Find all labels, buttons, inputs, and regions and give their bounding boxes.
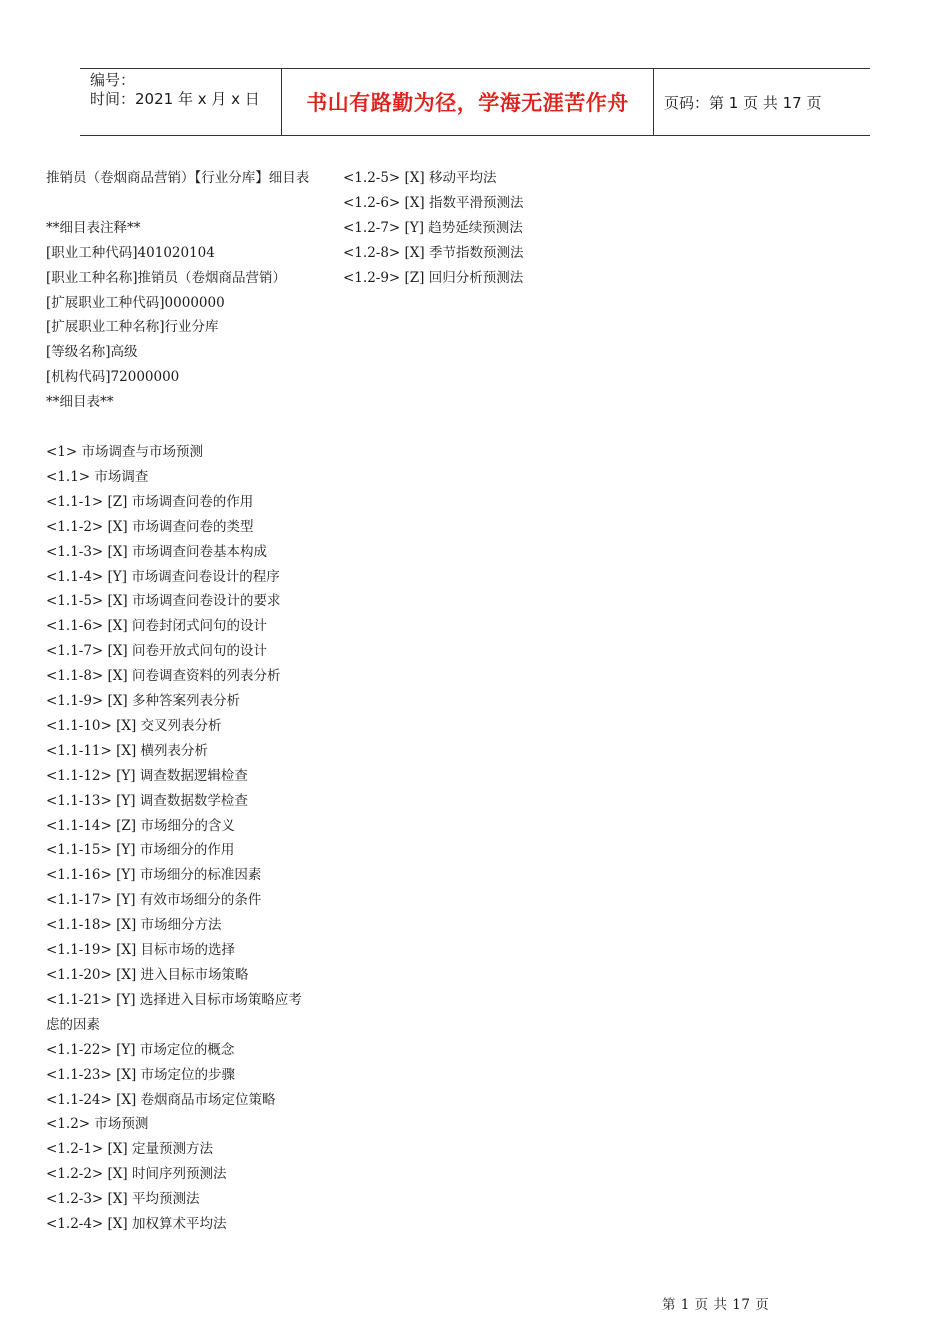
table-heading: **细目表** — [46, 394, 114, 411]
field-key: [职业工种代码] — [46, 244, 138, 261]
field-row-code — [46, 241, 311, 266]
list-item: <1.1-16> [Y] 市场细分的标准因素 — [46, 867, 262, 884]
document-title: 推销员（卷烟商品营销）【行业分库】细目表 — [46, 170, 310, 186]
list-item: <1.1-12> [Y] 调查数据逻辑检查 — [46, 767, 248, 784]
list-item: <1.2-7> [Y] 趋势延续预测法 — [343, 219, 523, 236]
left-column — [46, 166, 311, 1237]
list-item: <1.2-8> [X] 季节指数预测法 — [343, 244, 524, 261]
list-item: <1.1-15> [Y] 市场细分的作用 — [46, 842, 235, 859]
list-item: <1.1-18> [X] 市场细分方法 — [46, 917, 222, 934]
header-page-info: 页码：第 1 页 共 17 页 — [664, 93, 822, 112]
page-footer: 第 1 页 共 17 页 — [662, 1297, 770, 1313]
list-item: <1.1-22> [Y] 市场定位的概念 — [46, 1041, 235, 1058]
field-row-level — [46, 340, 311, 365]
list-item: <1.1-8> [X] 问卷调查资料的列表分析 — [46, 668, 281, 685]
field-value: 0000000 — [164, 294, 225, 311]
header-left-cell — [80, 69, 281, 135]
field-row-name — [46, 266, 311, 291]
list-item: <1.1-23> [X] 市场定位的步骤 — [46, 1066, 236, 1083]
field-key: [扩展职业工种名称] — [46, 319, 165, 336]
document-number-label: 编号： — [90, 71, 136, 89]
list-item: <1.2-5> [X] 移动平均法 — [343, 170, 497, 186]
field-value: 72000000 — [110, 369, 180, 386]
list-item: <1.2-4> [X] 加权算术平均法 — [46, 1216, 227, 1233]
list-item: <1.2-3> [X] 平均预测法 — [46, 1191, 200, 1208]
field-value: 行业分库 — [164, 319, 219, 336]
list-item: <1.2-2> [X] 时间序列预测法 — [46, 1166, 227, 1183]
field-value: 401020104 — [137, 244, 215, 261]
field-key: [机构代码] — [46, 369, 111, 386]
list-item: <1> 市场调查与市场预测 — [46, 443, 204, 460]
list-item: <1.2-6> [X] 指数平滑预测法 — [343, 194, 524, 211]
field-key: [职业工种名称] — [46, 269, 138, 286]
field-row-ext-code — [46, 291, 311, 316]
blank-line — [46, 415, 311, 440]
list-item: <1.1-9> [X] 多种答案列表分析 — [46, 693, 240, 710]
list-item: <1.1-19> [X] 目标市场的选择 — [46, 942, 236, 959]
field-row-org-code — [46, 365, 311, 390]
field-row-ext-name — [46, 315, 311, 340]
list-item: <1.1-1> [Z] 市场调查问卷的作用 — [46, 493, 254, 510]
blank-line — [46, 191, 311, 216]
list-item: <1.1-11> [X] 横列表分析 — [46, 742, 209, 759]
list-item: <1.1-5> [X] 市场调查问卷设计的要求 — [46, 593, 281, 610]
list-item: <1.1-13> [Y] 调查数据数学检查 — [46, 792, 248, 809]
list-item: <1.1-17> [Y] 有效市场细分的条件 — [46, 892, 262, 909]
list-item: <1.1> 市场调查 — [46, 468, 149, 485]
list-item: <1.1-2> [X] 市场调查问卷的类型 — [46, 518, 254, 535]
list-item: <1.1-3> [X] 市场调查问卷基本构成 — [46, 543, 267, 560]
header-motto: 书山有路勤为径，学海无涯苦作舟 — [281, 69, 654, 135]
list-item: <1.1-14> [Z] 市场细分的含义 — [46, 817, 235, 834]
field-value: 推销员（卷烟商品营销） — [137, 269, 287, 286]
field-key: [等级名称] — [46, 344, 111, 361]
document-time-label: 时间：2021 年 x 月 x 日 — [90, 90, 260, 108]
field-key: [扩展职业工种代码] — [46, 294, 165, 311]
field-value: 高级 — [110, 344, 138, 361]
list-item: <1.2-1> [X] 定量预测方法 — [46, 1141, 213, 1158]
right-column — [343, 166, 623, 291]
page-header — [80, 68, 870, 136]
list-item: <1.1-6> [X] 问卷封闭式问句的设计 — [46, 618, 267, 635]
list-item: <1.1-4> [Y] 市场调查问卷设计的程序 — [46, 568, 280, 585]
list-item: <1.1-7> [X] 问卷开放式问句的设计 — [46, 643, 267, 660]
list-item: <1.2> 市场预测 — [46, 1116, 149, 1133]
list-item: <1.1-10> [X] 交叉列表分析 — [46, 717, 222, 734]
list-item: <1.1-20> [X] 进入目标市场策略 — [46, 967, 249, 983]
list-item: <1.1-21> [Y] 选择进入目标市场策略应考虑的因素 — [46, 991, 302, 1033]
list-item: <1.1-24> [X] 卷烟商品市场定位策略 — [46, 1091, 276, 1108]
list-item: <1.2-9> [Z] 回归分析预测法 — [343, 269, 524, 286]
notes-heading: **细目表注释** — [46, 219, 141, 236]
